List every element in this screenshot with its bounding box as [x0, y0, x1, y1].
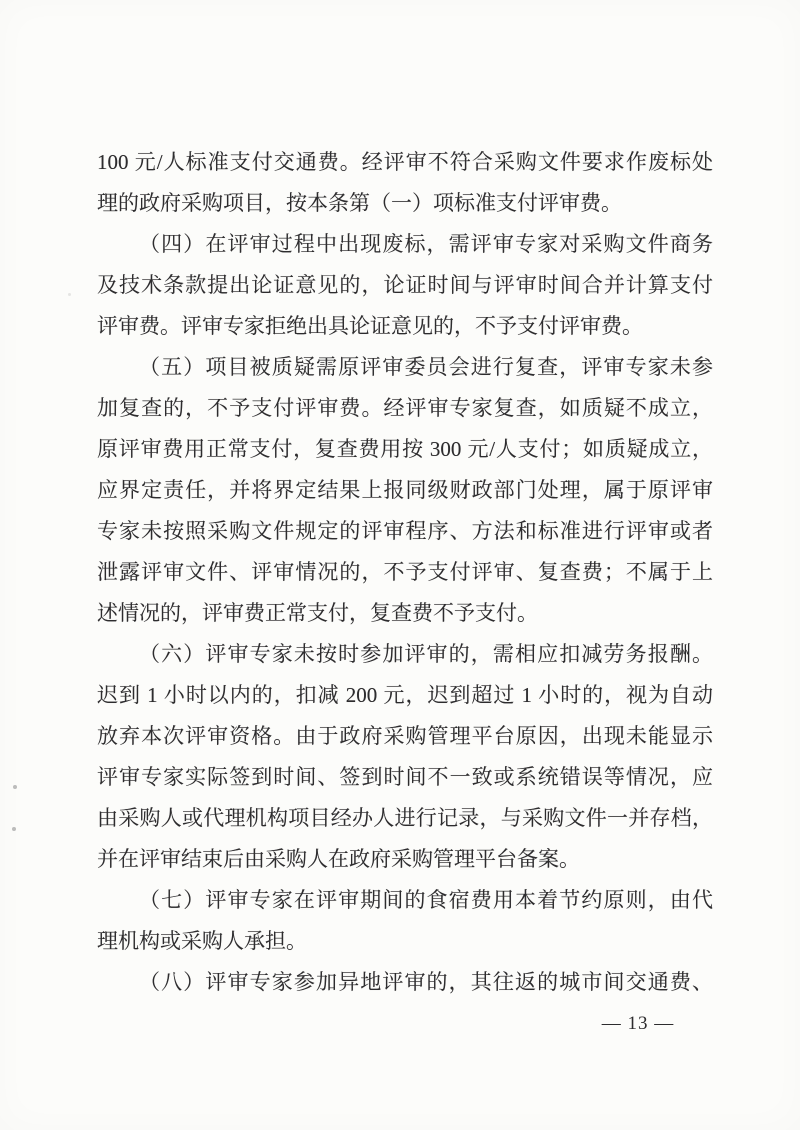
text-line: 述情况的，评审费正常支付，复查费不予支付。: [97, 601, 538, 625]
scan-speck: [13, 785, 17, 789]
text-line: 100 元/人标准支付交通费。经评审不符合采购文件要求作废标处: [97, 150, 713, 174]
text-line: 理机构或采购人承担。: [97, 929, 307, 953]
scan-speck: [68, 293, 71, 296]
text-line: 迟到 1 小时以内的，扣减 200 元，迟到超过 1 小时的，视为自动: [97, 683, 713, 707]
text-line: （五）项目被质疑需原评审委员会进行复查，评审专家未参: [139, 355, 713, 379]
text-line: （七）评审专家在评审期间的食宿费用本着节约原则，由代: [139, 888, 713, 912]
text-line: 应界定责任，并将界定结果上报同级财政部门处理，属于原评审: [97, 478, 713, 502]
text-line: （四）在评审过程中出现废标，需评审专家对采购文件商务: [139, 232, 713, 256]
text-line: 放弃本次评审资格。由于政府采购管理平台原因，出现未能显示: [97, 724, 713, 748]
text-line: 评审专家实际签到时间、签到时间不一致或系统错误等情况，应: [97, 765, 713, 789]
text-line: 理的政府采购项目，按本条第（一）项标准支付评审费。: [97, 191, 622, 215]
page-number: — 13 —: [601, 1013, 675, 1034]
text-line: 由采购人或代理机构项目经办人进行记录，与采购文件一并存档，: [97, 806, 713, 830]
text-line: （八）评审专家参加异地评审的，其往返的城市间交通费、: [139, 970, 713, 994]
text-line: 原评审费用正常支付，复查费用按 300 元/人支付；如质疑成立，: [97, 437, 713, 461]
text-line: 专家未按照采购文件规定的评审程序、方法和标准进行评审或者: [97, 519, 713, 543]
text-line: 泄露评审文件、评审情况的，不予支付评审、复查费；不属于上: [97, 560, 713, 584]
document-body: [97, 142, 713, 1003]
text-line: 加复查的，不予支付评审费。经评审专家复查，如质疑不成立，: [97, 396, 713, 420]
text-line: 评审费。评审专家拒绝出具论证意见的，不予支付评审费。: [97, 314, 643, 338]
text-line: 并在评审结束后由采购人在政府采购管理平台备案。: [97, 847, 580, 871]
scan-speck: [12, 827, 16, 831]
text-line: （六）评审专家未按时参加评审的，需相应扣减劳务报酬。: [139, 642, 713, 666]
text-line: 及技术条款提出论证意见的，论证时间与评审时间合并计算支付: [97, 273, 713, 297]
